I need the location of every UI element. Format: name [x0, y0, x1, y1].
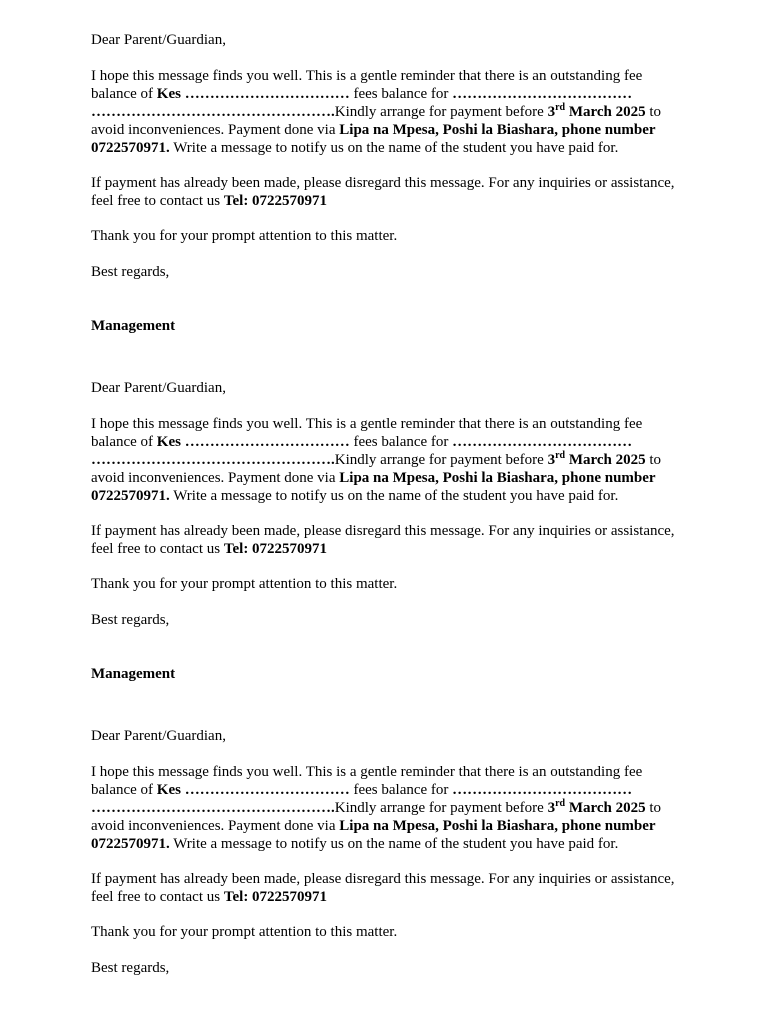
payment-phone: 0722570971. [91, 836, 170, 852]
signoff: Management [91, 318, 176, 334]
reminder-paragraph [91, 67, 661, 157]
amount-blank: …………………………… [180, 86, 354, 102]
amount-blank: …………………………… [180, 434, 354, 450]
due-day: 3 [547, 104, 556, 120]
payment-method-line [91, 817, 661, 835]
due-day: 3 [547, 800, 556, 816]
greeting: Dear Parent/Guardian, [91, 728, 226, 744]
thanks-line: Thank you for your prompt attention to this matter. [91, 576, 398, 592]
regards-line: Best regards, [91, 960, 170, 976]
name-blank-continued: …………………………………………. [91, 800, 335, 816]
disregard-paragraph [91, 870, 675, 906]
disregard-line: If payment has already been made, please disregard this message. For any inquiries or assistance, [91, 523, 675, 539]
reminder-line: I hope this message finds you well. This is a gentle reminder that there is an outstanding fee [91, 68, 643, 84]
contact-text: feel free to contact us [91, 193, 224, 209]
avoid-text: avoid inconveniences. Payment done via [91, 818, 340, 834]
contact-line [91, 540, 675, 558]
name-blank-continued: …………………………………………. [91, 104, 335, 120]
currency-label: Kes [156, 434, 181, 450]
contact-text: feel free to contact us [91, 541, 224, 557]
fees-balance-for-text: fees balance for [353, 782, 453, 798]
avoid-text: avoid inconveniences. Payment done via [91, 122, 340, 138]
contact-tel: Tel: 0722570971 [223, 193, 328, 209]
reminder-line: I hope this message finds you well. This is a gentle reminder that there is an outstanding fee [91, 416, 643, 432]
to-text: to [645, 800, 662, 816]
due-month-year: March 2025 [565, 104, 646, 120]
contact-line [91, 192, 675, 210]
payment-method: Lipa na Mpesa, Poshi la Biashara, phone number [339, 818, 656, 834]
reminder-paragraph [91, 415, 661, 505]
avoid-text: avoid inconveniences. Payment done via [91, 470, 340, 486]
amount-blank: …………………………… [180, 782, 354, 798]
payment-method: Lipa na Mpesa, Poshi la Biashara, phone number [339, 122, 656, 138]
deadline-line [91, 451, 661, 469]
arrange-text: Kindly arrange for payment before [334, 800, 548, 816]
contact-line [91, 888, 675, 906]
disregard-line: If payment has already been made, please disregard this message. For any inquiries or assistance, [91, 175, 675, 191]
due-month-year: March 2025 [565, 800, 646, 816]
payment-phone: 0722570971. [91, 488, 170, 504]
notify-text: Write a message to notify us on the name of the student you have paid for. [169, 836, 619, 852]
to-text: to [645, 452, 662, 468]
notify-text: Write a message to notify us on the name of the student you have paid for. [169, 488, 619, 504]
disregard-line: If payment has already been made, please disregard this message. For any inquiries or assistance, [91, 871, 675, 887]
deadline-line [91, 799, 661, 817]
name-blank-continued: …………………………………………. [91, 452, 335, 468]
balance-of-text: balance of [91, 782, 157, 798]
regards-line: Best regards, [91, 264, 170, 280]
greeting: Dear Parent/Guardian, [91, 32, 226, 48]
balance-line [91, 85, 661, 103]
contact-tel: Tel: 0722570971 [223, 889, 328, 905]
disregard-paragraph [91, 174, 675, 210]
notify-text: Write a message to notify us on the name of the student you have paid for. [169, 140, 619, 156]
signoff: Management [91, 666, 176, 682]
balance-line [91, 781, 661, 799]
contact-text: feel free to contact us [91, 889, 224, 905]
to-text: to [645, 104, 662, 120]
name-blank: ……………………………… [452, 782, 633, 798]
greeting: Dear Parent/Guardian, [91, 380, 226, 396]
disregard-paragraph [91, 522, 675, 558]
contact-tel: Tel: 0722570971 [223, 541, 328, 557]
payment-method: Lipa na Mpesa, Poshi la Biashara, phone number [339, 470, 656, 486]
payment-method-line [91, 121, 661, 139]
balance-of-text: balance of [91, 434, 157, 450]
name-blank: ……………………………… [452, 86, 633, 102]
reminder-paragraph [91, 763, 661, 853]
due-day-suffix: rd [555, 450, 566, 461]
currency-label: Kes [156, 86, 181, 102]
payment-method-line [91, 469, 661, 487]
payment-phone: 0722570971. [91, 140, 170, 156]
arrange-text: Kindly arrange for payment before [334, 452, 548, 468]
balance-of-text: balance of [91, 86, 157, 102]
due-day-suffix: rd [555, 798, 566, 809]
regards-line: Best regards, [91, 612, 170, 628]
notify-line [91, 139, 661, 157]
due-day: 3 [547, 452, 556, 468]
notify-line [91, 487, 661, 505]
reminder-line: I hope this message finds you well. This is a gentle reminder that there is an outstanding fee [91, 764, 643, 780]
thanks-line: Thank you for your prompt attention to this matter. [91, 924, 398, 940]
fees-balance-for-text: fees balance for [353, 86, 453, 102]
notify-line [91, 835, 661, 853]
fees-balance-for-text: fees balance for [353, 434, 453, 450]
balance-line [91, 433, 661, 451]
arrange-text: Kindly arrange for payment before [334, 104, 548, 120]
deadline-line [91, 103, 661, 121]
thanks-line: Thank you for your prompt attention to this matter. [91, 228, 398, 244]
name-blank: ……………………………… [452, 434, 633, 450]
currency-label: Kes [156, 782, 181, 798]
due-day-suffix: rd [555, 102, 566, 113]
due-month-year: March 2025 [565, 452, 646, 468]
